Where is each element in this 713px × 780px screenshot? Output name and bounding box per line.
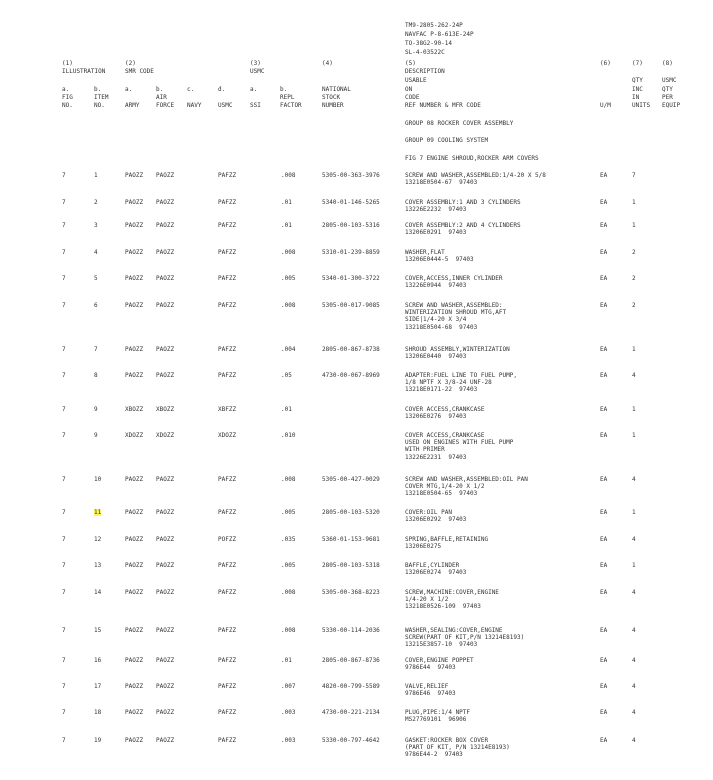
repl-factor: .008 — [281, 476, 296, 483]
fig-number: 7 — [62, 562, 66, 569]
part-description: GASKET:ROCKER BOX COVER (PART OF KIT, P/N 13214E8193) 9786E44-2 97403 — [405, 737, 510, 759]
smr-air-force: PAOZZ — [156, 509, 175, 516]
unit-of-measure: EA — [600, 199, 608, 206]
col-header-num: (5) — [405, 60, 416, 67]
national-stock-number: 2805-00-103-5320 — [322, 509, 380, 516]
smr-usmc: PAFZZ — [218, 346, 237, 353]
group-heading: GROUP 09 COOLING SYSTEM — [405, 137, 489, 144]
smr-usmc: PAFZZ — [218, 275, 237, 282]
fig-number: 7 — [62, 199, 66, 206]
sub-fig: FIG — [62, 94, 73, 101]
unit-of-measure: EA — [600, 509, 608, 516]
qty-inc: 4 — [632, 737, 636, 744]
part-description: COVER ASSEMBLY:1 AND 3 CYLINDERS 13226E2232 97403 — [405, 199, 521, 214]
smr-usmc: PAFZZ — [218, 509, 237, 516]
smr-usmc: PAFZZ — [218, 476, 237, 483]
sub-d: d. — [218, 86, 226, 93]
fig-number: 7 — [62, 657, 66, 664]
fig-number: 7 — [62, 406, 66, 413]
sub-force: FORCE — [156, 102, 175, 109]
qty-inc: 4 — [632, 372, 636, 379]
unit-of-measure: EA — [600, 302, 608, 309]
part-description: COVER,ENGINE POPPET 9786E44 97403 — [405, 657, 474, 672]
smr-army: PAOZZ — [125, 476, 144, 483]
col-header-inc: INC — [632, 86, 643, 93]
national-stock-number: 5310-01-239-8859 — [322, 249, 380, 256]
qty-inc: 1 — [632, 432, 636, 439]
qty-inc: 4 — [632, 709, 636, 716]
smr-army: XDOZZ — [125, 432, 144, 439]
qty-inc: 2 — [632, 302, 636, 309]
part-description: SHROUD ASSEMBLY,WINTERIZATION 13206E0440 97403 — [405, 346, 510, 361]
sub-item: ITEM — [94, 94, 109, 101]
smr-army: PAOZZ — [125, 589, 144, 596]
col-header-smr-code: SMR CODE — [125, 68, 154, 75]
unit-of-measure: EA — [600, 346, 608, 353]
repl-factor: .010 — [281, 432, 296, 439]
unit-of-measure: EA — [600, 536, 608, 543]
repl-factor: .005 — [281, 562, 296, 569]
repl-factor: .005 — [281, 275, 296, 282]
smr-air-force: PAOZZ — [156, 372, 175, 379]
item-number: 4 — [94, 249, 98, 256]
col-header-num: (4) — [322, 60, 333, 67]
sub-a: a. — [250, 86, 258, 93]
item-number: 17 — [94, 683, 102, 690]
fig-number: 7 — [62, 737, 66, 744]
item-number: 16 — [94, 657, 102, 664]
national-stock-number: 5360-01-153-9681 — [322, 536, 380, 543]
col-header-num: (2) — [125, 60, 136, 67]
part-description: COVER ACCESS,CRANKCASE USED ON ENGINES WITH FUEL PUMP WITH PRIMER 13226E2231 97403 — [405, 432, 514, 461]
smr-air-force: PAOZZ — [156, 536, 175, 543]
item-number: 3 — [94, 222, 98, 229]
smr-usmc: PAFZZ — [218, 562, 237, 569]
repl-factor: .008 — [281, 172, 296, 179]
fig-number: 7 — [62, 172, 66, 179]
fig-number: 7 — [62, 627, 66, 634]
smr-air-force: PAOZZ — [156, 476, 175, 483]
item-number: 12 — [94, 536, 102, 543]
smr-army: PAOZZ — [125, 222, 144, 229]
fig-number: 7 — [62, 709, 66, 716]
doc-id: SL-4-03522C — [405, 49, 445, 56]
national-stock-number: 2805-00-867-8736 — [322, 657, 380, 664]
smr-air-force: PAOZZ — [156, 222, 175, 229]
national-stock-number: 4730-00-221-2134 — [322, 709, 380, 716]
smr-army: PAOZZ — [125, 302, 144, 309]
repl-factor: .008 — [281, 302, 296, 309]
fig-number: 7 — [62, 275, 66, 282]
col-header-um: U/M — [600, 102, 611, 109]
qty-inc: 1 — [632, 222, 636, 229]
doc-id: TM9-2805-262-24P — [405, 22, 463, 29]
smr-usmc: XBFZZ — [218, 406, 237, 413]
qty-inc: 4 — [632, 536, 636, 543]
smr-air-force: XDOZZ — [156, 432, 175, 439]
unit-of-measure: EA — [600, 737, 608, 744]
part-description: WASHER,FLAT 13206E0444-5 97403 — [405, 249, 474, 264]
smr-air-force: PAOZZ — [156, 562, 175, 569]
col-header-illustration: ILLUSTRATION — [62, 68, 106, 75]
part-description: BAFFLE,CYLINDER 13206E0274 97403 — [405, 562, 467, 577]
col-header-description: DESCRIPTION — [405, 68, 445, 75]
smr-air-force: PAOZZ — [156, 249, 175, 256]
item-number: 13 — [94, 562, 102, 569]
national-stock-number: 5330-00-797-4642 — [322, 737, 380, 744]
sub-air: AIR — [156, 94, 167, 101]
smr-air-force: PAOZZ — [156, 683, 175, 690]
col-header-usmc-qty: USMC — [662, 77, 677, 84]
national-stock-number: 4820-00-799-5589 — [322, 683, 380, 690]
item-number: 9 — [94, 432, 98, 439]
part-description: SCREW AND WASHER,ASSEMBLED:1/4-20 X 5/8 13218E0504-67 97403 — [405, 172, 546, 187]
fig-number: 7 — [62, 476, 66, 483]
repl-factor: .008 — [281, 627, 296, 634]
smr-usmc: POFZZ — [218, 536, 237, 543]
national-stock-number: 5330-00-114-2036 — [322, 627, 380, 634]
sub-no: NO. — [62, 102, 73, 109]
part-description: SCREW,MACHINE:COVER,ENGINE 1/4-20 X 1/2 13218E0526-109 97403 — [405, 589, 499, 611]
col-header-units: UNITS — [632, 102, 651, 109]
smr-air-force: PAOZZ — [156, 709, 175, 716]
repl-factor: .05 — [281, 372, 292, 379]
unit-of-measure: EA — [600, 222, 608, 229]
qty-inc: 4 — [632, 476, 636, 483]
qty-inc: 1 — [632, 509, 636, 516]
part-description: COVER ASSEMBLY:2 AND 4 CYLINDERS 13206E0291 97403 — [405, 222, 521, 237]
national-stock-number: 5340-01-300-3722 — [322, 275, 380, 282]
smr-army: PAOZZ — [125, 737, 144, 744]
smr-army: PAOZZ — [125, 275, 144, 282]
national-stock-number: 2805-00-103-5316 — [322, 222, 380, 229]
sub-stock: STOCK — [322, 94, 341, 101]
col-header-usmc: USMC — [250, 68, 265, 75]
repl-factor: .01 — [281, 199, 292, 206]
sub-navy: NAVY — [187, 102, 202, 109]
smr-army: PAOZZ — [125, 657, 144, 664]
item-number: 6 — [94, 302, 98, 309]
smr-army: PAOZZ — [125, 249, 144, 256]
sub-a: a. — [125, 86, 133, 93]
qty-inc: 4 — [632, 657, 636, 664]
smr-air-force: PAOZZ — [156, 302, 175, 309]
col-header-num: (8) — [662, 60, 673, 67]
sub-b: b. — [280, 86, 288, 93]
smr-usmc: PAFZZ — [218, 657, 237, 664]
fig-number: 7 — [62, 346, 66, 353]
item-number: 9 — [94, 406, 98, 413]
part-description: COVER ACCESS,CRANKCASE 13206E0276 97403 — [405, 406, 485, 421]
part-description: SCREW AND WASHER,ASSEMBLED:OIL PAN COVER MTG,1/4-20 X 1/2 13218E0504-65 97403 — [405, 476, 528, 498]
smr-usmc: PAFZZ — [218, 249, 237, 256]
item-number: 19 — [94, 737, 102, 744]
repl-factor: .007 — [281, 683, 296, 690]
unit-of-measure: EA — [600, 589, 608, 596]
smr-air-force: PAOZZ — [156, 346, 175, 353]
smr-air-force: PAOZZ — [156, 657, 175, 664]
smr-usmc: PAFZZ — [218, 683, 237, 690]
national-stock-number: 5305-00-368-8223 — [322, 589, 380, 596]
sub-repl: REPL — [280, 94, 295, 101]
smr-usmc: PAFZZ — [218, 589, 237, 596]
smr-army: PAOZZ — [125, 199, 144, 206]
smr-army: PAOZZ — [125, 627, 144, 634]
sub-ssi: SSI — [250, 102, 261, 109]
smr-air-force: PAOZZ — [156, 737, 175, 744]
col-header-on: ON — [405, 86, 413, 93]
national-stock-number: 4730-00-067-8969 — [322, 372, 380, 379]
col-header-in: IN — [632, 94, 640, 101]
smr-air-force: XBOZZ — [156, 406, 175, 413]
smr-army: PAOZZ — [125, 509, 144, 516]
part-description: PLUG,PIPE:1/4 NPTF MS27769101 96906 — [405, 709, 471, 724]
part-description: COVER,ACCESS,INNER CYLINDER 13226E0944 97403 — [405, 275, 503, 290]
item-number: 5 — [94, 275, 98, 282]
group-heading: GROUP 08 ROCKER COVER ASSEMBLY — [405, 120, 514, 127]
sub-army: ARMY — [125, 102, 140, 109]
smr-army: XBOZZ — [125, 406, 144, 413]
national-stock-number: 2805-00-103-5318 — [322, 562, 380, 569]
col-header-ref-number: REF NUMBER & MFR CODE — [405, 102, 481, 109]
smr-army: PAOZZ — [125, 683, 144, 690]
smr-army: PAOZZ — [125, 536, 144, 543]
repl-factor: .005 — [281, 509, 296, 516]
fig-number: 7 — [62, 589, 66, 596]
smr-army: PAOZZ — [125, 562, 144, 569]
qty-inc: 2 — [632, 249, 636, 256]
smr-air-force: PAOZZ — [156, 627, 175, 634]
sub-no: NO. — [94, 102, 105, 109]
sub-number: NUMBER — [322, 102, 344, 109]
qty-inc: 1 — [632, 199, 636, 206]
smr-usmc: PAFZZ — [218, 627, 237, 634]
smr-usmc: XDOZZ — [218, 432, 237, 439]
unit-of-measure: EA — [600, 249, 608, 256]
sub-usmc: USMC — [218, 102, 233, 109]
unit-of-measure: EA — [600, 709, 608, 716]
repl-factor: .003 — [281, 709, 296, 716]
fig-number: 7 — [62, 302, 66, 309]
qty-inc: 1 — [632, 346, 636, 353]
smr-air-force: PAOZZ — [156, 589, 175, 596]
part-description: SPRING,BAFFLE,RETAINING 13206E0275 — [405, 536, 489, 551]
qty-inc: 2 — [632, 275, 636, 282]
smr-army: PAOZZ — [125, 709, 144, 716]
item-number: 10 — [94, 476, 102, 483]
item-number: 15 — [94, 627, 102, 634]
repl-factor: .01 — [281, 406, 292, 413]
sub-b: b. — [156, 86, 164, 93]
national-stock-number: 2805-00-867-8738 — [322, 346, 380, 353]
fig-number: 7 — [62, 432, 66, 439]
col-header-num: (1) — [62, 60, 73, 67]
unit-of-measure: EA — [600, 172, 608, 179]
fig-number: 7 — [62, 536, 66, 543]
smr-army: PAOZZ — [125, 346, 144, 353]
fig-number: 7 — [62, 249, 66, 256]
national-stock-number: 5305-00-363-3976 — [322, 172, 380, 179]
item-number: 7 — [94, 346, 98, 353]
fig-number: 7 — [62, 372, 66, 379]
unit-of-measure: EA — [600, 275, 608, 282]
sub-factor: FACTOR — [280, 102, 302, 109]
col-header-qty: QTY — [632, 77, 643, 84]
fig-number: 7 — [62, 222, 66, 229]
part-description: WASHER,SEALING:COVER,ENGINE SCREW(PART OF KIT,P/N 13214E8193) 13215E3857-10 97403 — [405, 627, 525, 649]
doc-id: NAVFAC P-8-613E-24P — [405, 31, 474, 38]
smr-air-force: PAOZZ — [156, 275, 175, 282]
sub-a: a. — [62, 86, 70, 93]
col-header-equip: EQUIP — [662, 102, 681, 109]
unit-of-measure: EA — [600, 432, 608, 439]
doc-id: TO-38G2-90-14 — [405, 40, 452, 47]
unit-of-measure: EA — [600, 657, 608, 664]
qty-inc: 4 — [632, 683, 636, 690]
part-description: ADAPTER:FUEL LINE TO FUEL PUMP, 1/8 NPTF X 3/8-24 UNF-28 13218E0171-22 97403 — [405, 372, 517, 394]
repl-factor: .008 — [281, 249, 296, 256]
repl-factor: .004 — [281, 346, 296, 353]
national-stock-number: 5305-00-017-9085 — [322, 302, 380, 309]
col-header-per: PER — [662, 94, 673, 101]
smr-usmc: PAFZZ — [218, 302, 237, 309]
national-stock-number: 5340-01-146-5265 — [322, 199, 380, 206]
figure-heading: FIG 7 ENGINE SHROUD,ROCKER ARM COVERS — [405, 155, 539, 162]
sub-b: b. — [94, 86, 102, 93]
smr-usmc: PAFZZ — [218, 222, 237, 229]
col-header-usable: USABLE — [405, 77, 427, 84]
col-header-num: (3) — [250, 60, 261, 67]
col-header-qty: QTY — [662, 86, 673, 93]
repl-factor: .035 — [281, 536, 296, 543]
unit-of-measure: EA — [600, 476, 608, 483]
unit-of-measure: EA — [600, 372, 608, 379]
col-header-num: (6) — [600, 60, 611, 67]
part-description: VALVE,RELIEF 9786E46 97403 — [405, 683, 456, 698]
part-description: COVER:OIL PAN 13206E0292 97403 — [405, 509, 467, 524]
item-number: 1 — [94, 172, 98, 179]
repl-factor: .01 — [281, 657, 292, 664]
sub-national: NATIONAL — [322, 86, 351, 93]
smr-air-force: PAOZZ — [156, 172, 175, 179]
fig-number: 7 — [62, 683, 66, 690]
col-header-code: CODE — [405, 94, 420, 101]
smr-usmc: PAFZZ — [218, 737, 237, 744]
repl-factor: .008 — [281, 589, 296, 596]
part-description: SCREW AND WASHER,ASSEMBLED: WINTERIZATION SHROUD MTG,AFT SIDE|1/4-20 X 3/4 13218E0504-68 97403 — [405, 302, 507, 331]
qty-inc: 1 — [632, 406, 636, 413]
qty-inc: 4 — [632, 589, 636, 596]
national-stock-number: 5305-00-427-0029 — [322, 476, 380, 483]
qty-inc: 4 — [632, 627, 636, 634]
smr-usmc: PAFZZ — [218, 172, 237, 179]
repl-factor: .003 — [281, 737, 296, 744]
qty-inc: 7 — [632, 172, 636, 179]
fig-number: 7 — [62, 509, 66, 516]
qty-inc: 1 — [632, 562, 636, 569]
smr-air-force: PAOZZ — [156, 199, 175, 206]
col-header-num: (7) — [632, 60, 643, 67]
item-number: 11 — [94, 509, 102, 516]
unit-of-measure: EA — [600, 683, 608, 690]
smr-army: PAOZZ — [125, 172, 144, 179]
smr-usmc: PAFZZ — [218, 372, 237, 379]
unit-of-measure: EA — [600, 406, 608, 413]
sub-c: c. — [187, 86, 195, 93]
smr-army: PAOZZ — [125, 372, 144, 379]
unit-of-measure: EA — [600, 562, 608, 569]
smr-usmc: PAFZZ — [218, 709, 237, 716]
repl-factor: .01 — [281, 222, 292, 229]
item-number: 18 — [94, 709, 102, 716]
unit-of-measure: EA — [600, 627, 608, 634]
smr-usmc: PAFZZ — [218, 199, 237, 206]
item-number: 8 — [94, 372, 98, 379]
item-number: 2 — [94, 199, 98, 206]
item-number: 14 — [94, 589, 102, 596]
